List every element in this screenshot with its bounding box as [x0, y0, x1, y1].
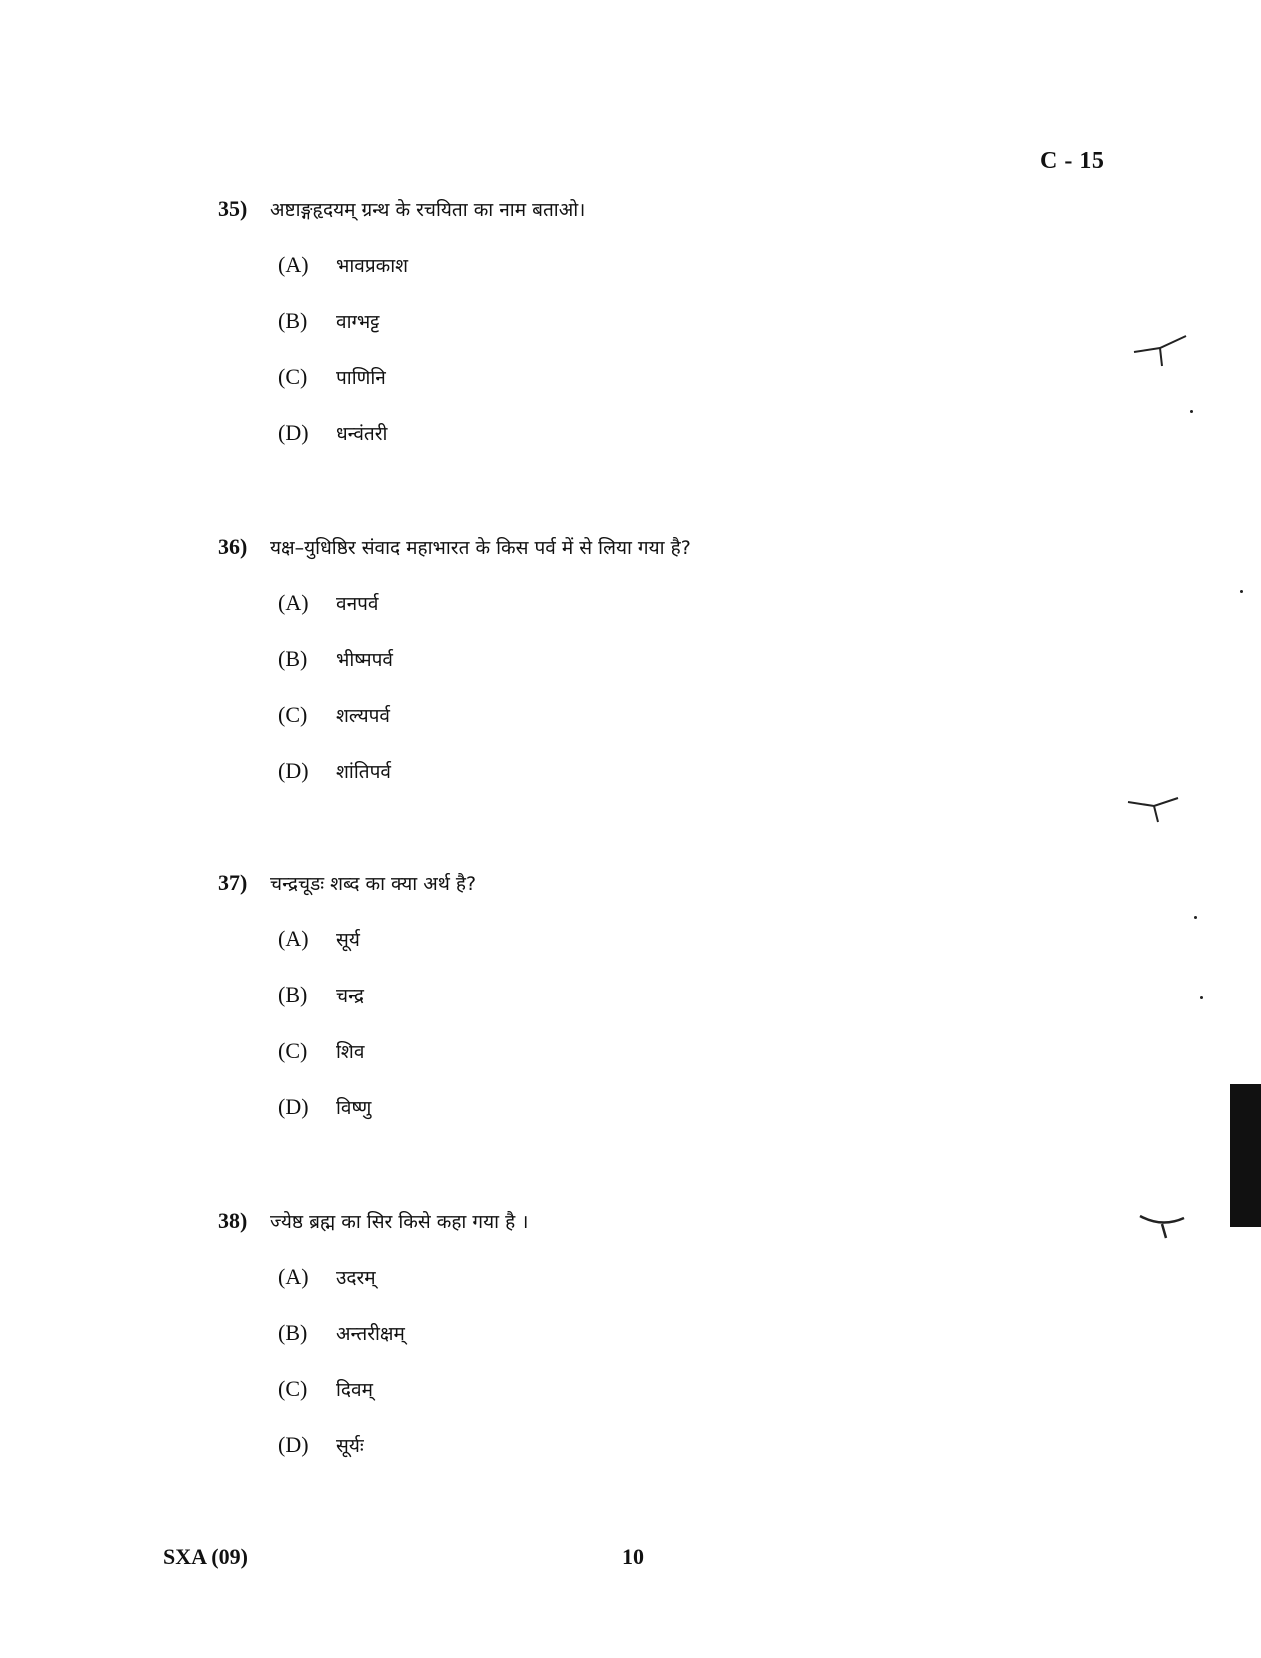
option-letter: (B)	[278, 1320, 308, 1345]
option-letter: (D)	[278, 758, 309, 783]
option-letter: (A)	[278, 252, 309, 277]
option-text: सूर्यः	[336, 1435, 364, 1457]
option-c	[278, 702, 1118, 758]
option-a	[278, 1264, 1118, 1320]
question-number: 37)	[218, 870, 248, 895]
option-text: विष्णु	[336, 1097, 372, 1119]
option-letter: (A)	[278, 926, 309, 951]
option-letter: (D)	[278, 1094, 309, 1119]
option-text: अन्तरीक्षम्	[336, 1323, 405, 1345]
options-list	[278, 590, 1118, 814]
option-b	[278, 1320, 1118, 1376]
option-a	[278, 252, 1118, 308]
option-text: भीष्मपर्व	[336, 649, 394, 671]
footer-code: SXA (09)	[163, 1544, 248, 1569]
question-text: अष्टाङ्गहृदयम् ग्रन्थ के रचयिता का नाम बताओ।	[270, 199, 586, 221]
option-letter: (B)	[278, 982, 308, 1007]
question-36	[218, 534, 1118, 814]
option-letter: (A)	[278, 590, 309, 615]
option-letter: (C)	[278, 1376, 308, 1401]
option-text: पाणिनि	[336, 367, 386, 389]
option-d	[278, 758, 1118, 814]
scan-smudge-icon	[1130, 330, 1190, 370]
option-text: दिवम्	[336, 1379, 373, 1401]
option-d	[278, 420, 1118, 476]
question-37	[218, 870, 1118, 1150]
option-text: भावप्रकाश	[336, 255, 409, 277]
question-text: ज्येष्ठ ब्रह्म का सिर किसे कहा गया है ।	[270, 1211, 529, 1233]
scan-edge-mark	[1230, 1084, 1261, 1227]
option-text: शिव	[336, 1041, 365, 1063]
option-text: उदरम्	[336, 1267, 376, 1289]
option-c	[278, 1376, 1118, 1432]
option-d	[278, 1094, 1118, 1150]
question-number: 35)	[218, 196, 248, 221]
option-letter: (D)	[278, 420, 309, 445]
option-letter: (C)	[278, 364, 308, 389]
option-text: वनपर्व	[336, 593, 379, 615]
option-c	[278, 364, 1118, 420]
option-a	[278, 590, 1118, 646]
scan-smudge-icon	[1136, 1208, 1188, 1244]
option-text: शल्यपर्व	[336, 705, 390, 727]
question-35	[218, 196, 1118, 476]
scan-speck	[1240, 590, 1243, 593]
question-text: चन्द्रचूडः शब्द का क्या अर्थ है?	[270, 873, 477, 895]
scan-speck	[1190, 410, 1193, 413]
question-38	[218, 1208, 1118, 1488]
scan-speck	[1194, 916, 1197, 919]
option-d	[278, 1432, 1118, 1488]
option-b	[278, 308, 1118, 364]
scan-speck	[1200, 996, 1203, 999]
option-text: शांतिपर्व	[336, 761, 391, 783]
option-text: सूर्य	[336, 929, 360, 951]
option-letter: (D)	[278, 1432, 309, 1457]
question-text: यक्ष–युधिष्ठिर संवाद महाभारत के किस पर्व में से लिया गया है?	[270, 537, 691, 559]
page-code: C - 15	[1040, 148, 1105, 174]
page-number: 10	[622, 1544, 644, 1569]
option-text: वाग्भट्ट	[336, 311, 380, 333]
option-a	[278, 926, 1118, 982]
option-letter: (B)	[278, 308, 308, 333]
option-letter: (A)	[278, 1264, 309, 1289]
option-b	[278, 646, 1118, 702]
question-number: 36)	[218, 534, 248, 559]
option-c	[278, 1038, 1118, 1094]
options-list	[278, 252, 1118, 476]
question-line	[218, 196, 1118, 236]
options-list	[278, 926, 1118, 1150]
question-line	[218, 1208, 1118, 1248]
option-text: चन्द्र	[336, 985, 365, 1007]
option-letter: (C)	[278, 1038, 308, 1063]
option-b	[278, 982, 1118, 1038]
option-letter: (C)	[278, 702, 308, 727]
option-text: धन्वंतरी	[336, 423, 388, 445]
scan-smudge-icon	[1124, 788, 1184, 828]
question-line	[218, 870, 1118, 910]
question-number: 38)	[218, 1208, 248, 1233]
options-list	[278, 1264, 1118, 1488]
question-line	[218, 534, 1118, 574]
option-letter: (B)	[278, 646, 308, 671]
